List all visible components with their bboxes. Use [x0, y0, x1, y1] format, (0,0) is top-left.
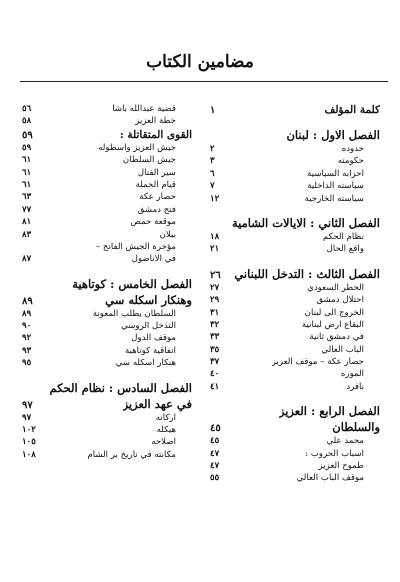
toc-entry-page: ٥٩ — [22, 129, 33, 141]
toc-entry-page: ٩٥ — [22, 358, 32, 369]
toc-entry-title: موقف الباب العالي — [296, 473, 364, 484]
toc-entry-title: سياسته الداخلية — [307, 181, 364, 192]
toc-entry-title: مكانته في تاريخ بر الشام — [87, 449, 176, 460]
toc-entry — [22, 332, 192, 344]
toc-entry — [22, 167, 192, 179]
toc-entry-title: اركانه — [155, 412, 176, 423]
toc-entry-title: حصار عكة – موقف العزيز — [271, 357, 364, 368]
toc-entry — [22, 320, 192, 332]
toc-entry-title: احتلال دمشق — [316, 295, 364, 306]
toc-entry-title: الفصل الثاني : الايالات الشامية — [231, 215, 380, 230]
toc-entry-page: ٤٧ — [210, 461, 220, 472]
toc-entry-page: ٩٢ — [22, 333, 32, 344]
toc-entry-page: ٣١ — [210, 307, 220, 318]
toc-entry — [210, 282, 380, 294]
toc-entry-page: ٢٧ — [210, 282, 220, 293]
toc-entry-title: محمد علي — [326, 436, 364, 447]
toc-entry-page: ٧ — [210, 181, 215, 192]
toc-entry — [210, 472, 380, 484]
toc-entry-title: اسباب الحروب : — [305, 448, 364, 459]
toc-entry-title: سياسته الخارجية — [304, 193, 364, 204]
toc-entry-title: حكومته — [337, 156, 364, 167]
toc-entry-page: ١٨ — [210, 231, 220, 242]
toc-entry-title: البقاع ارض لبنانية — [301, 319, 364, 330]
toc-entry-title: الفصل الخامس : كوتاهية — [72, 276, 192, 291]
toc-entry-title: حصار عكة — [139, 192, 176, 203]
section-spacer — [210, 393, 380, 403]
toc-left-column — [22, 103, 192, 461]
toc-heading-entry — [210, 103, 380, 117]
toc-entry — [210, 307, 380, 319]
section-spacer — [22, 370, 192, 380]
toc-entry-page: ١٠٢ — [22, 425, 36, 436]
toc-entry — [210, 435, 380, 447]
toc-entry-title: نافرد — [346, 381, 364, 392]
toc-entry — [22, 179, 192, 191]
toc-entry-page: ٨٩ — [22, 295, 33, 307]
toc-entry-title: الفصل الاول : لبنان — [286, 128, 380, 142]
toc-entry-page: ٦ — [210, 168, 215, 179]
toc-entry-title: قضية عبدالله باشا — [112, 104, 176, 114]
toc-entry-page: ٦١ — [22, 167, 32, 178]
toc-entry — [210, 143, 380, 155]
toc-entry — [210, 344, 380, 356]
toc-entry-title: نظام الحكم — [322, 231, 364, 242]
toc-entry-page: ٤٥ — [210, 436, 220, 447]
toc-entry-page: ٤٥ — [210, 423, 221, 435]
toc-entry-title: هنكار اسكله سي — [115, 358, 176, 369]
toc-entry — [22, 154, 192, 166]
toc-entry-title: خطة العزيز — [135, 116, 176, 127]
toc-entry-title: الخروج الى لبنان — [304, 307, 364, 318]
toc-entry — [22, 204, 192, 216]
toc-entry — [22, 308, 192, 320]
toc-entry-page: ١٠٥ — [22, 437, 36, 448]
toc-entry-page: ٥٥ — [210, 473, 220, 484]
toc-entry-page: ١٢ — [210, 193, 220, 204]
toc-entry-title: السلطان يطلب المعونة — [92, 308, 176, 319]
toc-entry-title: الفصل الثالث : التدخل اللبناني — [234, 266, 380, 281]
toc-chapter-entry — [22, 396, 192, 412]
toc-entry-page: ٢٦ — [210, 269, 221, 281]
toc-entry-page: ٣٣ — [210, 332, 220, 343]
toc-entry — [22, 142, 192, 154]
toc-entry-title: جيش السلطان — [122, 155, 176, 166]
section-spacer — [22, 266, 192, 276]
toc-entry — [22, 357, 192, 369]
toc-chapter-entry — [22, 380, 192, 396]
toc-entry-page: ٨١ — [22, 217, 32, 228]
toc-entry — [22, 253, 192, 265]
toc-entry — [210, 356, 380, 368]
toc-entry-page: ٨٧ — [22, 254, 32, 265]
toc-entry — [210, 243, 380, 255]
toc-entry-title: واقع الحال — [326, 244, 364, 255]
toc-entry-page: ٦١ — [22, 179, 32, 190]
toc-entry-page: ٣٥ — [210, 344, 220, 355]
toc-entry — [210, 180, 380, 192]
toc-entry-page: ٩٧ — [22, 399, 33, 411]
toc-chapter-entry — [210, 419, 380, 435]
toc-entry — [210, 319, 380, 331]
toc-entry-page: ٤١ — [210, 381, 220, 392]
toc-entry-title: في عهد العزيز — [122, 396, 192, 411]
section-spacer — [210, 117, 380, 127]
toc-entry-title: الموره — [340, 369, 364, 380]
toc-entry-title: اتفاقية كوتاهية — [124, 345, 176, 356]
toc-entry — [22, 103, 192, 115]
toc-chapter-entry — [22, 292, 192, 308]
toc-entry-page: ٦١ — [22, 155, 32, 166]
toc-entry — [22, 216, 192, 228]
toc-entry-title: وهنكار اسكله سي — [105, 292, 192, 307]
toc-entry-page: ٢١ — [210, 244, 220, 255]
section-spacer — [210, 205, 380, 215]
toc-entry-page: ٦٣ — [22, 192, 32, 203]
toc-entry-page: ٨٣ — [22, 229, 32, 240]
toc-entry-title: في دمشق ثانية — [309, 332, 364, 343]
toc-entry-page: ٩٧ — [22, 412, 32, 423]
section-spacer — [210, 256, 380, 266]
toc-entry-title: هيكله — [156, 425, 176, 436]
toc-entry — [22, 229, 192, 241]
toc-entry-title: بيلان — [159, 229, 176, 240]
toc-entry-page: ٤٠ — [210, 369, 220, 380]
toc-entry-title: اصلاحه — [151, 437, 176, 448]
toc-entry — [22, 424, 192, 436]
toc-entry — [22, 436, 192, 448]
toc-entry-title: في الاناضول — [131, 254, 176, 265]
toc-entry-page: ٤٧ — [210, 448, 220, 459]
toc-entry-page: ٣ — [210, 156, 215, 167]
toc-entry-page: ٥٨ — [22, 116, 32, 127]
toc-entry — [22, 345, 192, 357]
toc-entry-page: ٥٦ — [22, 104, 32, 114]
toc-entry-title: قيام الحملة — [135, 179, 176, 190]
title-divider — [20, 81, 388, 82]
toc-chapter-entry — [22, 276, 192, 292]
toc-entry — [210, 381, 380, 393]
toc-entry-page: ١٠٨ — [22, 449, 36, 460]
toc-entry — [210, 231, 380, 243]
toc-entry-page: ٩٠ — [22, 321, 32, 332]
toc-entry — [22, 115, 192, 127]
toc-entry-page: ٣٢ — [210, 319, 220, 330]
toc-entry — [22, 241, 192, 253]
toc-entry-title: احزابه السياسية — [307, 168, 364, 179]
toc-entry-title: كلمة المؤلف — [324, 104, 380, 116]
toc-entry-page: ١ — [210, 105, 216, 116]
toc-entry-title: طموح العزيز — [318, 461, 364, 472]
toc-entry — [210, 168, 380, 180]
toc-entry-page: ٩٣ — [22, 345, 32, 356]
toc-entry — [22, 412, 192, 424]
toc-chapter-entry — [210, 215, 380, 231]
toc-entry-page: ٧٧ — [22, 204, 32, 215]
page-title: مضامين الكتاب — [146, 52, 254, 72]
toc-entry — [210, 331, 380, 343]
toc-entry-title: الفصل السادس : نظام الحكم — [49, 380, 192, 395]
toc-entry-title: حدوده — [341, 144, 364, 154]
toc-entry-title: والسلطان — [332, 420, 380, 435]
toc-entry — [210, 294, 380, 306]
toc-entry-page: ٥٩ — [22, 142, 32, 153]
toc-entry-title: جيش العزيز واسطوله — [98, 142, 176, 153]
toc-entry — [22, 191, 192, 203]
toc-entry-page: ٢٩ — [210, 295, 220, 306]
toc-chapter-entry — [210, 403, 380, 419]
toc-entry-page: ٨٩ — [22, 308, 32, 319]
toc-entry-title: موقعة حمص — [130, 217, 176, 228]
toc-entry-page: ٢ — [210, 144, 215, 154]
toc-heading-entry — [22, 128, 192, 142]
toc-chapter-entry — [210, 266, 380, 282]
toc-entry-title: القوى المتقاتلة : — [119, 128, 192, 141]
toc-entry — [210, 448, 380, 460]
toc-entry — [210, 460, 380, 472]
toc-entry-title: الخطر السعودي — [307, 282, 364, 293]
toc-entry-title: الباب العالي — [321, 344, 364, 355]
toc-entry-page: ٣٧ — [210, 357, 220, 368]
toc-entry-title: التدخل الروسي — [121, 321, 176, 332]
toc-chapter-entry — [210, 127, 380, 143]
toc-entry — [210, 193, 380, 205]
toc-entry-title: الفصل الرابع : العزيز — [278, 404, 380, 419]
toc-entry-title: فتح دمشق — [137, 204, 176, 215]
toc-entry — [210, 155, 380, 167]
toc-entry-title: مؤخرة الجيش الفاتح – — [95, 241, 176, 252]
toc-entry — [22, 449, 192, 461]
toc-entry-title: سير القتال — [137, 167, 176, 178]
toc-right-column — [210, 103, 380, 485]
toc-entry — [210, 368, 380, 380]
toc-entry-title: موقف الدول — [131, 333, 176, 344]
